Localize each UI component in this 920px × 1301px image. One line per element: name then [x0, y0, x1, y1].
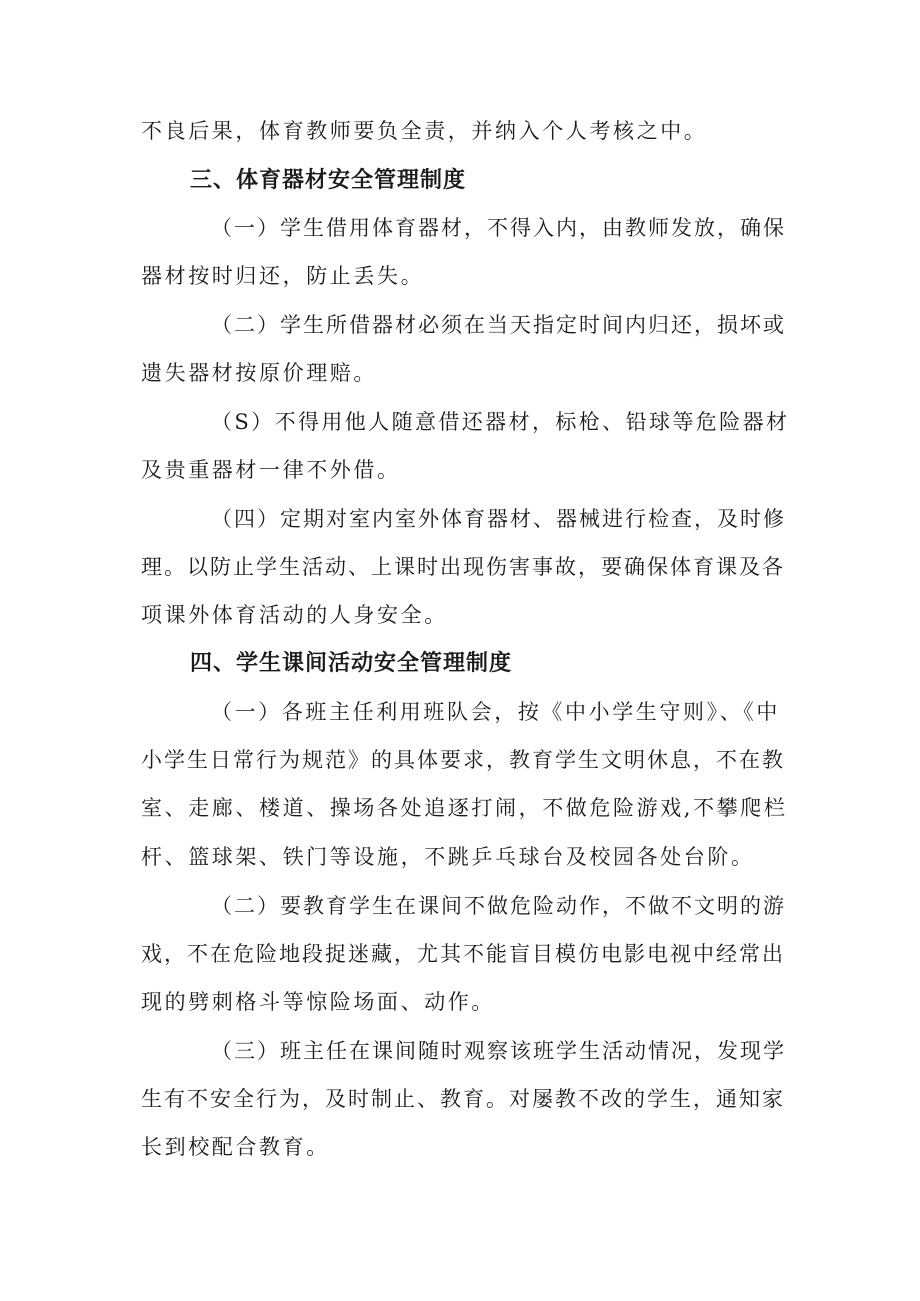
section-heading-3: 三、体育器材安全管理制度 [190, 168, 467, 193]
body-line: 遗失器材按原价理赔。 [141, 361, 377, 385]
body-line: 项课外体育活动的人身安全。 [141, 603, 448, 627]
body-line: 理。以防止学生活动、上课时出现伤害事故，要确保体育课及各 [141, 555, 785, 579]
paragraph-line: （一）学生借用体育器材，不得入内，由教师发放，确保 [211, 216, 786, 240]
paragraph-line: （四）定期对室内室外体育器材、器械进行检查，及时修 [211, 507, 786, 531]
body-line: 生有不安全行为，及时制止、教育。对屡教不改的学生，通知家 [141, 1087, 785, 1111]
paragraph-line: （S）不得用他人随意借还器材，标枪、铅球等危险器材 [211, 410, 790, 434]
body-line: 小学生日常行为规范》的具体要求，教育学生文明休息，不在教 [141, 748, 785, 772]
body-line: 不良后果，体育教师要负全责，并纳入个人考核之中。 [141, 119, 708, 143]
paragraph-line: （三）班主任在课间随时观察该班学生活动情况，发现学 [211, 1039, 786, 1063]
body-line: 杆、篮球架、铁门等设施，不跳乒乓球台及校园各处台阶。 [141, 845, 755, 869]
body-line: 戏，不在危险地段捉迷藏，尤其不能盲目模仿电影电视中经常出 [141, 942, 785, 966]
paragraph-line: （二）要教育学生在课间不做危险动作，不做不文明的游 [211, 894, 786, 918]
body-line: 及贵重器材一律不外借。 [141, 458, 401, 482]
body-line: 现的劈刺格斗等惊险场面、动作。 [141, 990, 495, 1014]
paragraph-line: （二）学生所借器材必须在当天指定时间内归还，损坏或 [211, 313, 786, 337]
body-line: 器材按时归还，防止丢失。 [141, 264, 425, 288]
body-line: 室、走廊、楼道、操场各处追逐打闹，不做危险游戏,不攀爬栏 [141, 796, 788, 820]
body-line: 长到校配合教育。 [141, 1135, 330, 1159]
paragraph-line: （一）各班主任利用班队会，按《中小学生守则》、《中 [211, 700, 780, 724]
section-heading-4: 四、学生课间活动安全管理制度 [190, 651, 513, 676]
